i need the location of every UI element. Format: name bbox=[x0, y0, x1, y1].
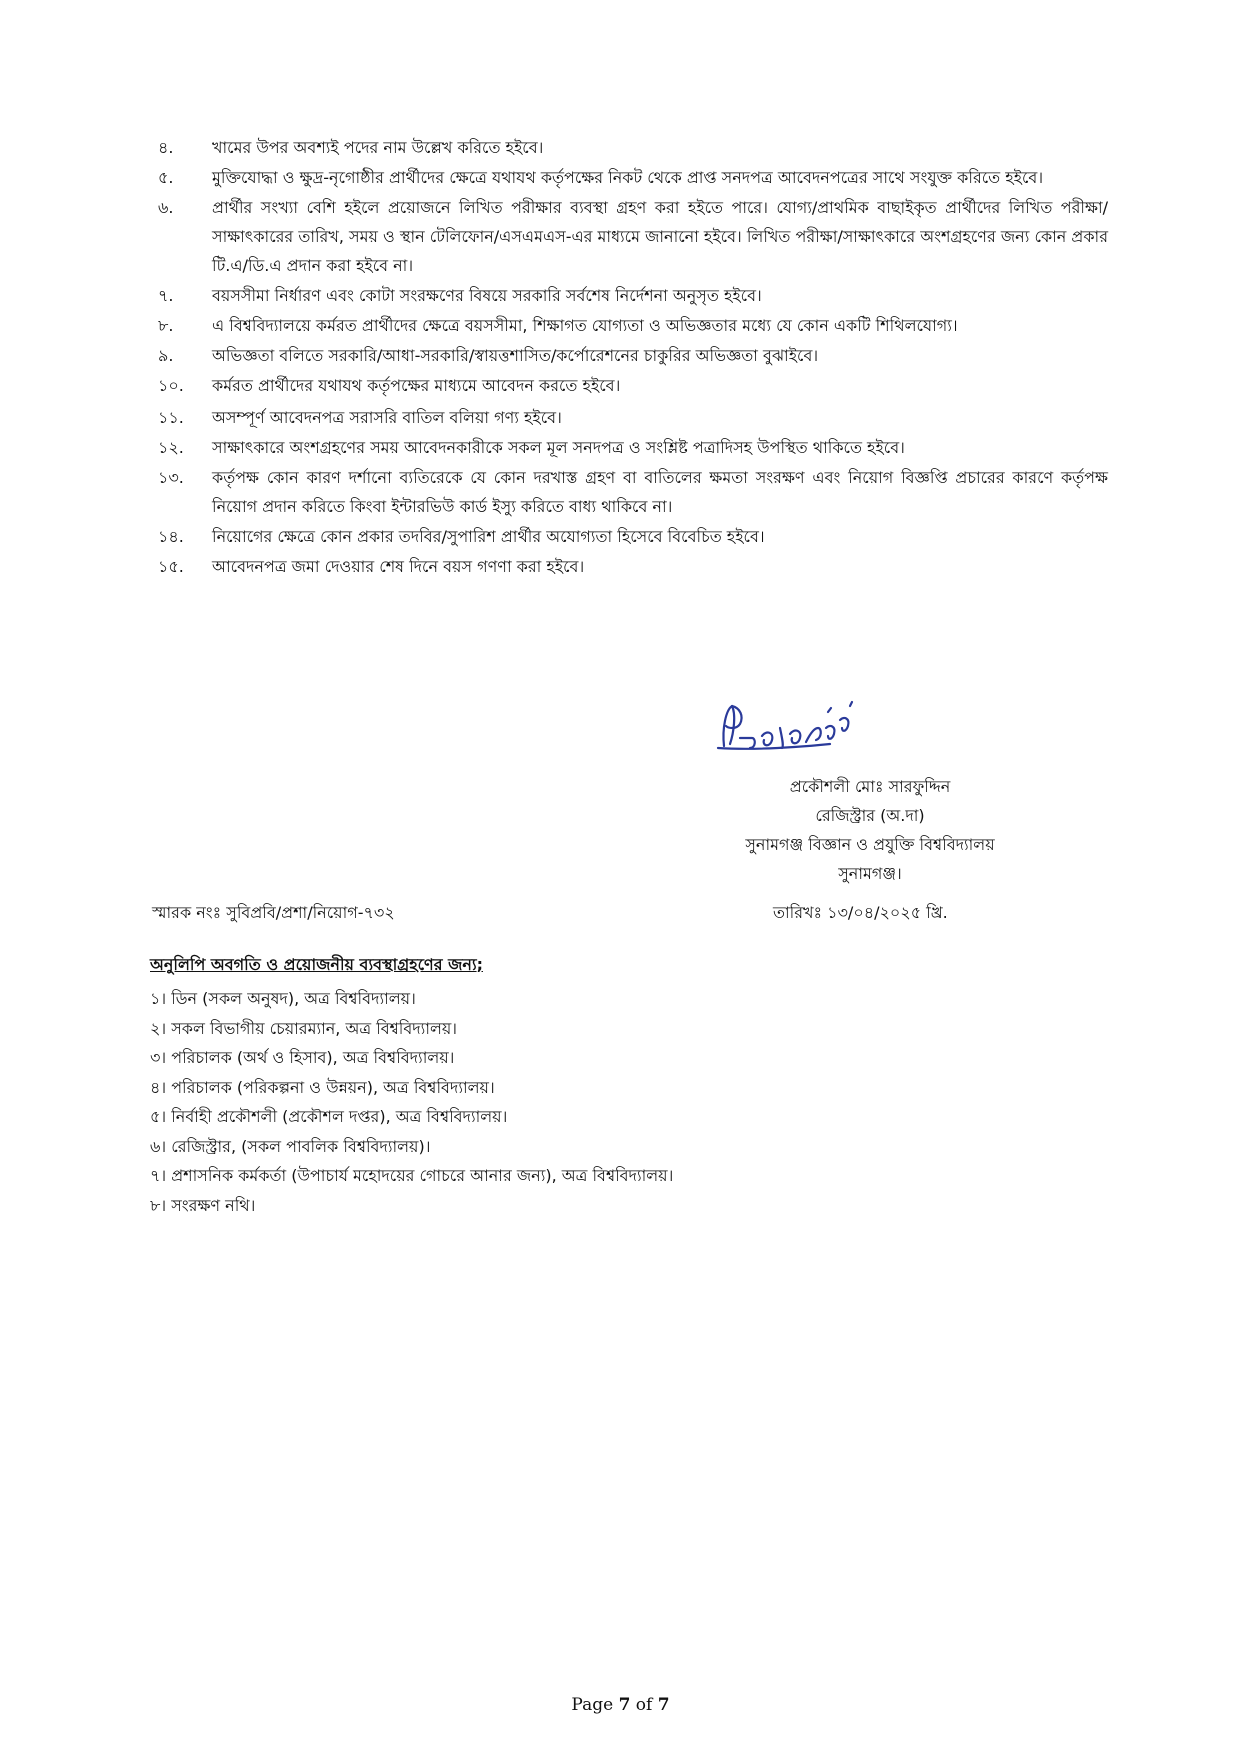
copy-list-item: ৪। পরিচালক (পরিকল্পনা ও উন্নয়ন), অত্র বিশ্ববিদ্যালয়। bbox=[150, 1077, 495, 1097]
item-text: বয়সসীমা নির্ধারণ এবং কোটা সংরক্ষণের বিষয়ে সরকারি সর্বশেষ নির্দেশনা অনুসৃত হইবে। bbox=[212, 286, 762, 305]
copy-list-item: ৭। প্রশাসনিক কর্মকর্তা (উপাচার্য মহোদয়ের গোচরে আনার জন্য), অত্র বিশ্ববিদ্যালয়। bbox=[150, 1166, 674, 1185]
item-number: ৯. bbox=[158, 346, 174, 365]
item-text: কর্তৃপক্ষ কোন কারণ দর্শানো ব্যতিরেকে যে কোন দরখাস্ত গ্রহণ বা বাতিলের ক্ষমতা সংরক্ষণ এবং নিয়োগ বিজ্ঞপ্তি প্রচারের কারণে কর্তৃপক্ষ নিয়োগ প্রদান করিতে কিংবা ইন্টারভিউ কার্ড ইস্যু করিতে বাধ্য থাকিবে না। bbox=[212, 468, 1108, 516]
copy-list-item: ২। সকল বিভাগীয় চেয়ারম্যান, অত্র বিশ্ববিদ্যালয়। bbox=[150, 1018, 458, 1038]
item-text: সাক্ষাৎকারে অংশগ্রহণের সময় আবেদনকারীকে সকল মূল সনদপত্র ও সংশ্লিষ্ট পত্রাদিসহ উপস্থিত থাকিতে হইবে। bbox=[212, 438, 905, 457]
item-number: ১১. bbox=[158, 408, 184, 427]
copy-list-item: ৮। সংরক্ষণ নথি। bbox=[150, 1195, 256, 1215]
item-number: ৮. bbox=[158, 316, 174, 335]
item-number: ৫. bbox=[158, 168, 174, 187]
signatory-designation: রেজিস্ট্রার (অ.দা) bbox=[815, 806, 925, 825]
memo-number: স্মারক নংঃ সুবিপ্রবি/প্রশা/নিয়োগ-৭৩২ bbox=[152, 903, 395, 922]
page-footer bbox=[0, 1695, 1241, 1715]
copy-distribution bbox=[150, 950, 1050, 1220]
list-item bbox=[158, 281, 1108, 310]
footer-mid: of bbox=[630, 1695, 658, 1715]
item-text: আবেদনপত্র জমা দেওয়ার শেষ দিনে বয়স গণণা করা হইবে। bbox=[212, 557, 585, 576]
item-text: মুক্তিযোদ্ধা ও ক্ষুদ্র-নৃগোষ্ঠীর প্রার্থীদের ক্ষেত্রে যথাযথ কর্তৃপক্ষের নিকট থেকে প্রাপ্ত সনদপত্র আবেদনপত্রের সাথে সংযুক্ত করিতে হইবে। bbox=[212, 168, 1044, 187]
copy-list-item: ৫। নির্বাহী প্রকৌশলী (প্রকৌশল দপ্তর), অত্র বিশ্ববিদ্যালয়। bbox=[150, 1107, 508, 1126]
list-item bbox=[158, 403, 1108, 432]
item-number: ১৩. bbox=[158, 468, 184, 487]
item-number: ১৪. bbox=[158, 527, 184, 546]
list-item bbox=[158, 133, 1108, 162]
signatory-block bbox=[700, 772, 1040, 888]
list-item bbox=[158, 163, 1108, 192]
issue-date: তারিখঃ ১৩/০৪/২০২৫ খ্রি. bbox=[773, 903, 948, 922]
list-item bbox=[158, 433, 1108, 462]
item-number: ১৫. bbox=[158, 557, 184, 576]
item-text: এ বিশ্ববিদ্যালয়ে কর্মরত প্রার্থীদের ক্ষেত্রে বয়সসীমা, শিক্ষাগত যোগ্যতা ও অভিজ্ঞতার মধ্যে যে কোন একটি শিথিলযোগ্য। bbox=[212, 316, 958, 335]
footer-current-page: 7 bbox=[618, 1695, 631, 1715]
copy-list-item: ৩। পরিচালক (অর্থ ও হিসাব), অত্র বিশ্ববিদ্যালয়। bbox=[150, 1048, 455, 1067]
list-item bbox=[158, 371, 1108, 400]
copy-list-item: ৬। রেজিস্ট্রার, (সকল পাবলিক বিশ্ববিদ্যালয়)। bbox=[150, 1136, 431, 1156]
item-text: প্রার্থীর সংখ্যা বেশি হইলে প্রয়োজনে লিখিত পরীক্ষার ব্যবস্থা গ্রহণ করা হইতে পারে। যোগ্য/প্রাথমিক বাছাইকৃত প্রার্থীদের লিখিত পরীক্ষা/সাক্ষাৎকারের তারিখ, সময় ও স্থান টেলিফোন/এসএমএস-এর মাধ্যমে জানানো হইবে। লিখিত পরীক্ষা/সাক্ষাৎকারে অংশগ্রহণের জন্য কোন প্রকার টি.এ/ডি.এ প্রদান করা হইবে না। bbox=[212, 198, 1108, 275]
list-item bbox=[158, 522, 1108, 551]
signatory-institution: সুনামগঞ্জ বিজ্ঞান ও প্রযুক্তি বিশ্ববিদ্যালয় bbox=[745, 835, 995, 854]
footer-total-pages: 7 bbox=[657, 1695, 670, 1715]
item-number: ১২. bbox=[158, 438, 184, 457]
item-text: অভিজ্ঞতা বলিতে সরকারি/আধা-সরকারি/স্বায়ত্তশাসিত/কর্পোরেশনের চাকুরির অভিজ্ঞতা বুঝাইবে। bbox=[212, 346, 819, 365]
copy-list-item: ১। ডিন (সকল অনুষদ), অত্র বিশ্ববিদ্যালয়। bbox=[150, 989, 416, 1008]
item-number: ৭. bbox=[158, 286, 174, 305]
copy-heading bbox=[150, 950, 1050, 980]
conditions-list bbox=[158, 133, 1108, 582]
signatory-name: প্রকৌশলী মোঃ সারফুদ্দিন bbox=[789, 777, 951, 796]
list-item bbox=[158, 463, 1108, 521]
list-item bbox=[158, 193, 1108, 280]
signatory-location: সুনামগঞ্জ। bbox=[838, 864, 902, 883]
signature-image bbox=[710, 698, 980, 760]
item-text: কর্মরত প্রার্থীদের যথাযথ কর্তৃপক্ষের মাধ্যমে আবেদন করতে হইবে। bbox=[212, 376, 621, 395]
item-text: নিয়োগের ক্ষেত্রে কোন প্রকার তদবির/সুপারিশ প্রার্থীর অযোগ্যতা হিসেবে বিবেচিত হইবে। bbox=[212, 527, 765, 546]
item-text: খামের উপর অবশ্যই পদের নাম উল্লেখ করিতে হইবে। bbox=[212, 138, 544, 157]
item-text: অসম্পূর্ণ আবেদনপত্র সরাসরি বাতিল বলিয়া গণ্য হইবে। bbox=[212, 408, 562, 427]
copy-heading-suffix: ; bbox=[476, 955, 483, 974]
list-item bbox=[158, 311, 1108, 340]
list-item bbox=[158, 552, 1108, 581]
item-number: ৪. bbox=[158, 138, 174, 157]
item-number: ১০. bbox=[158, 376, 184, 395]
list-item bbox=[158, 341, 1108, 370]
footer-prefix: Page bbox=[571, 1695, 619, 1715]
item-number: ৬. bbox=[158, 198, 174, 217]
copy-heading-text: অনুলিপি অবগতি ও প্রয়োজনীয় ব্যবস্থাগ্রহণের জন্য bbox=[150, 955, 477, 974]
